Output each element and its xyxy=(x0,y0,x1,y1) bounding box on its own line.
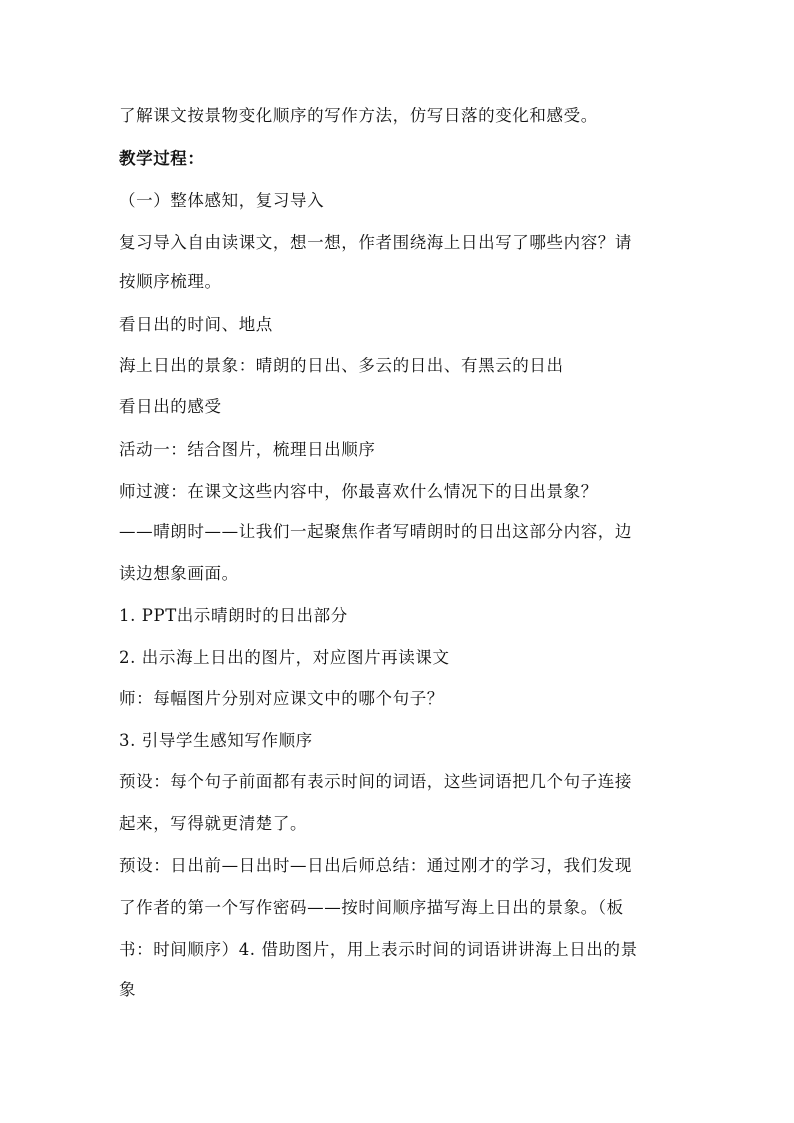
step-1: 1. PPT出示晴朗时的日出部分 xyxy=(119,606,348,625)
list-item-time-place: 看日出的时间、地点 xyxy=(119,315,273,334)
list-item-feelings: 看日出的感受 xyxy=(119,397,222,416)
preset-2-cont-3: 象 xyxy=(119,980,137,999)
preset-2-cont-2: 书：时间顺序）4. 借助图片，用上表示时间的词语讲讲海上日出的景 xyxy=(119,940,638,959)
section-heading-1: （一）整体感知，复习导入 xyxy=(119,191,325,210)
step-3: 3. 引导学生感知写作顺序 xyxy=(119,731,313,750)
preset-1-cont: 起来，写得就更清楚了。 xyxy=(119,814,308,833)
step-2: 2. 出示海上日出的图片，对应图片再读课文 xyxy=(119,648,450,667)
preset-2: 预设：日出前—日出时—日出后师总结：通过刚才的学习，我们发现 xyxy=(119,856,632,875)
activity-one: 活动一：结合图片，梳理日出顺序 xyxy=(119,440,376,459)
preset-2-cont: 了作者的第一个写作密码——按时间顺序描写海上日出的景象。（板 xyxy=(119,898,624,917)
paragraph-objective: 了解课文按景物变化顺序的写作方法，仿写日落的变化和感受。 xyxy=(119,106,598,125)
paragraph-sunny: ——晴朗时——让我们一起聚焦作者写晴朗时的日出这部分内容，边 xyxy=(119,522,632,541)
paragraph-review: 复习导入自由读课文，想一想，作者围绕海上日出写了哪些内容？请 xyxy=(119,233,632,252)
list-item-scenes: 海上日出的景象：晴朗的日出、多云的日出、有黑云的日出 xyxy=(119,356,564,375)
teacher-question: 师：每幅图片分别对应课文中的哪个句子？ xyxy=(119,689,444,708)
paragraph-sunny-cont: 读边想象画面。 xyxy=(119,564,239,583)
paragraph-review-cont: 按顺序梳理。 xyxy=(119,272,222,291)
teacher-transition: 师过渡：在课文这些内容中，你最喜欢什么情况下的日出景象？ xyxy=(119,482,598,501)
preset-1: 预设：每个句子前面都有表示时间的词语，这些词语把几个句子连接 xyxy=(119,772,632,791)
heading-teaching-process: 教学过程： xyxy=(119,149,205,168)
